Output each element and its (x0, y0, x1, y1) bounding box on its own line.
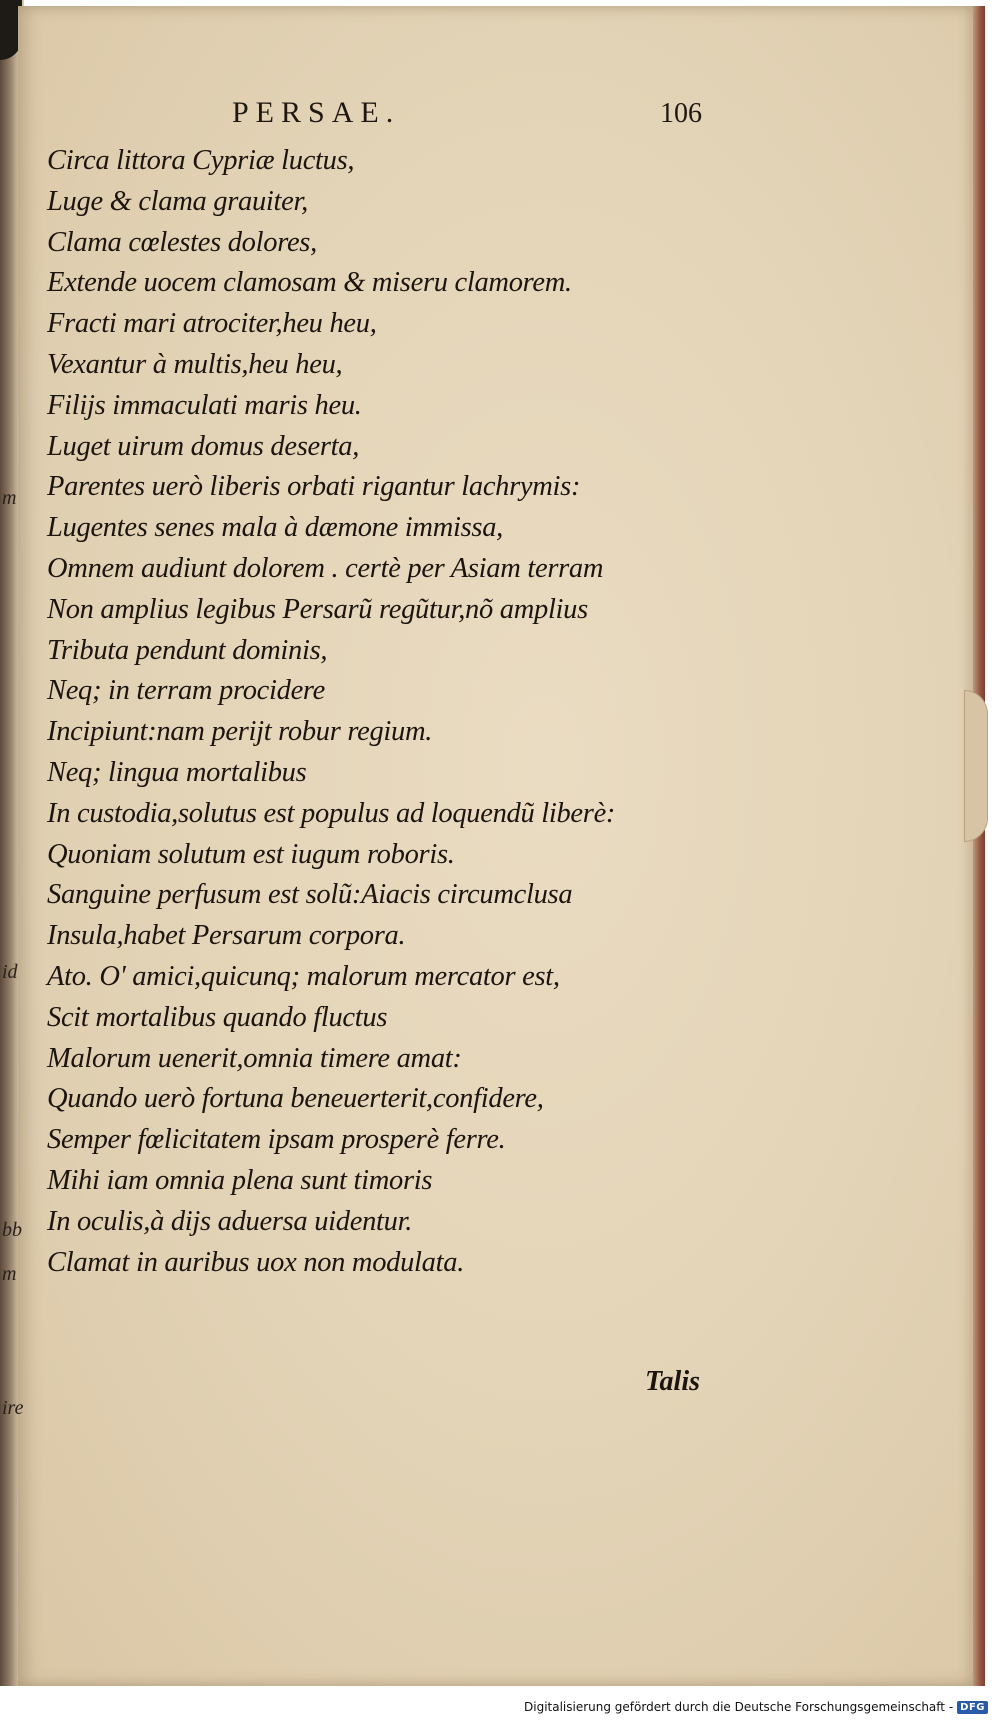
text-line: Malorum uenerit,omnia timere amat: (47, 1042, 462, 1074)
credit-text: Digitalisierung gefördert durch die Deutsche Forschungsgemeinschaft - (524, 1700, 954, 1714)
running-head: PERSAE. (232, 96, 401, 129)
text-line: Non amplius legibus Persarũ regũtur,nõ amplius (47, 593, 588, 625)
text-line: Semper fœlicitatem ipsam prosperè ferre. (47, 1124, 506, 1156)
verse-text (47, 141, 747, 1283)
margin-fragment: ire (2, 1397, 24, 1419)
text-line: Neq; lingua mortalibus (47, 756, 307, 788)
text-line: Ato. O' amici,quicunq; malorum mercator est, (47, 960, 560, 992)
margin-fragment: m (2, 487, 17, 509)
text-line: Quoniam solutum est iugum roboris. (47, 838, 455, 870)
digitization-credit (524, 1698, 988, 1716)
text-line: Vexantur à multis,heu heu, (47, 348, 343, 380)
text-line: Clamat in auribus uox non modulata. (47, 1246, 465, 1278)
text-line: Neq; in terram procidere (47, 675, 326, 707)
text-line: Mihi iam omnia plena sunt timoris (47, 1164, 433, 1196)
text-line: Filijs immaculati maris heu. (47, 389, 362, 421)
margin-fragment: id (2, 961, 18, 983)
text-line: Sanguine perfusum est solũ:Aiacis circumclusa (47, 879, 573, 911)
text-line: Lugentes senes mala à dæmone immissa, (47, 512, 503, 544)
margin-fragment: m (2, 1263, 17, 1285)
margin-fragment: bb (2, 1219, 22, 1241)
text-line: Luge & clama grauiter, (47, 185, 308, 217)
page-edge-right (973, 6, 985, 1686)
text-line: In oculis,à dijs aduersa uidentur. (47, 1205, 413, 1237)
page-header (0, 96, 1000, 136)
dfg-logo-icon: DFG (957, 1701, 988, 1714)
text-line: Omnem audiunt dolorem . certè per Asiam terram (47, 552, 604, 584)
page-tab-right (964, 690, 988, 842)
text-line: Parentes uerò liberis orbati rigantur lachrymis: (47, 471, 581, 503)
text-line: Scit mortalibus quando fluctus (47, 1001, 388, 1033)
text-line: Luget uirum domus deserta, (47, 430, 360, 462)
text-line: In custodia,solutus est populus ad loquendũ liberè: (47, 797, 616, 829)
text-line: Quando uerò fortuna beneuerterit,confidere, (47, 1083, 544, 1115)
text-line: Clama cœlestes dolores, (47, 226, 317, 258)
text-line: Fracti mari atrociter,heu heu, (47, 308, 377, 340)
text-line: Insula,habet Persarum corpora. (47, 920, 406, 952)
catchword: Talis (645, 1366, 700, 1397)
page-number: 106 (660, 98, 702, 129)
text-line: Incipiunt:nam perijt robur regium. (47, 716, 433, 748)
text-line: Tributa pendunt dominis, (47, 634, 328, 666)
text-line: Circa littora Cypriæ luctus, (47, 145, 355, 176)
text-line: Extende uocem clamosam & miseru clamorem. (47, 267, 572, 299)
